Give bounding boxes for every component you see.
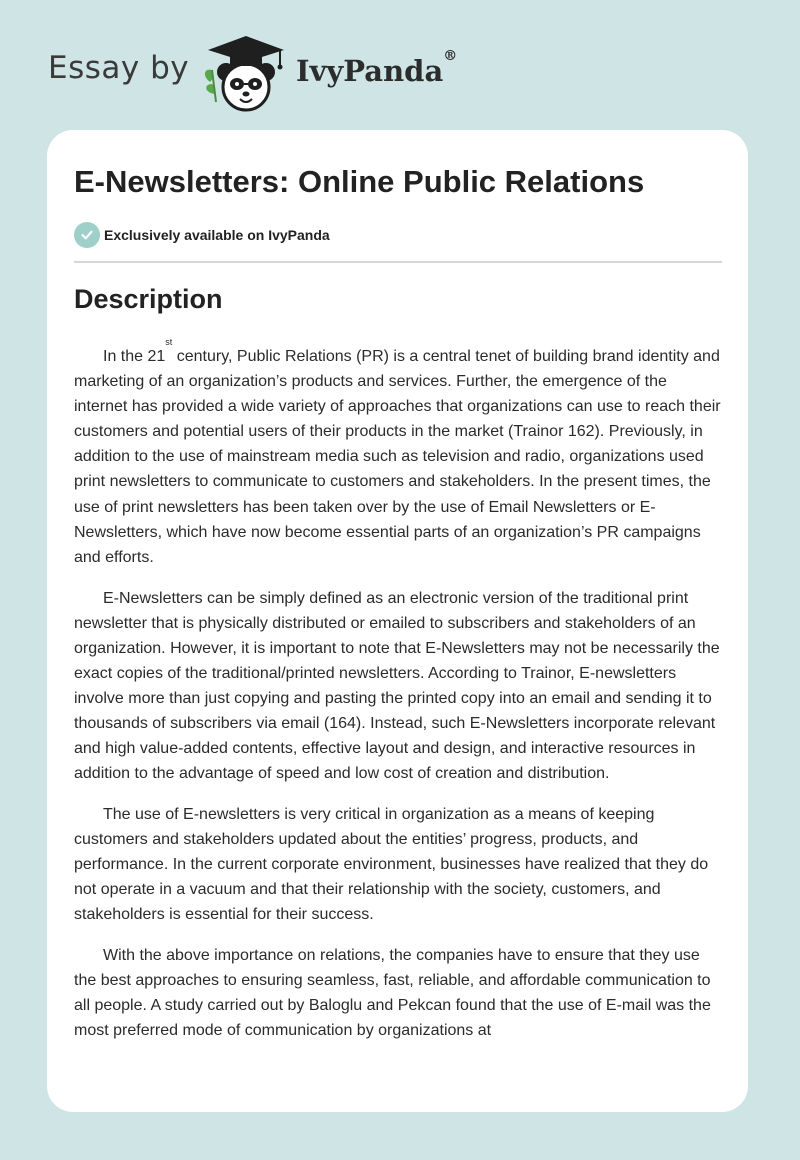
section-heading: Description	[74, 284, 223, 314]
brand-name	[296, 48, 458, 88]
divider	[74, 261, 722, 263]
badge-label: Exclusively available on IvyPanda	[104, 227, 330, 243]
panda-logo-icon[interactable]	[200, 32, 292, 112]
site-header	[48, 32, 508, 112]
registered-mark: ®	[443, 48, 458, 64]
essay-card	[47, 130, 748, 1112]
paragraph: E-Newsletters can be simply defined as an electronic version of the traditional print newsletter that is physically distributed or emailed to subscribers and stakeholders of an organization. However, it is important to note that E-Newsletters may not be necessarily the exact copies of the traditional/printed newsletters. According to Trainor, E-newsletters involve more than just copying and pasting the printed copy into an email and sending it to thousands of subscribers via email (164). Instead, such E-Newsletters incorporate relevant and high value-added contents, effective layout and design, and interactive resources in addition to the advantage of speed and low cost of creation and distribution.	[74, 589, 720, 783]
paragraph: With the above importance on relations, the companies have to ensure that they use the best approaches to ensuring seamless, fast, reliable, and affordable communication to all people. A study carried out by Baloglu and Pekcan found that the use of E-mail was the most preferred mode of communication by organizations at	[74, 947, 711, 1040]
page-title: E-Newsletters: Online Public Relations	[74, 164, 645, 199]
paragraph: The use of E-newsletters is very critical in organization as a means of keeping customers and stakeholders updated about the entities’ progress, products, and performance. In the current corporate environment, businesses have realized that they do not operate in a vacuum and that their relationship with the society, customers, and stakeholders is essential for their success.	[74, 805, 709, 924]
essay-by-label: Essay by	[48, 50, 190, 86]
check-circle-icon	[74, 222, 100, 248]
paragraph-text-start: In the 21	[103, 348, 166, 365]
ordinal-suffix: st	[165, 337, 173, 347]
paragraph-text-rest: century, Public Relations (PR) is a central tenet of building brand identity and marketing of an organization’s products and services. Further, the emergence of the internet has provided a wide variety of approaches that organizations can use to reach their customers and potential users of their products in the market (Trainor 162). Previously, in addition to the use of mainstream media such as television and radio, organizations used print newsletters to communicate to customers and stakeholders. In the present times, the use of print newsletters has been taken over by the use of Email Newsletters or E-Newsletters, which have now become essential parts of an organization’s PR campaigns and efforts.	[74, 348, 721, 566]
exclusive-badge	[74, 222, 330, 248]
essay-body	[74, 337, 724, 1059]
brand-name-text: IvyPanda	[296, 54, 444, 88]
paragraph	[74, 337, 724, 570]
